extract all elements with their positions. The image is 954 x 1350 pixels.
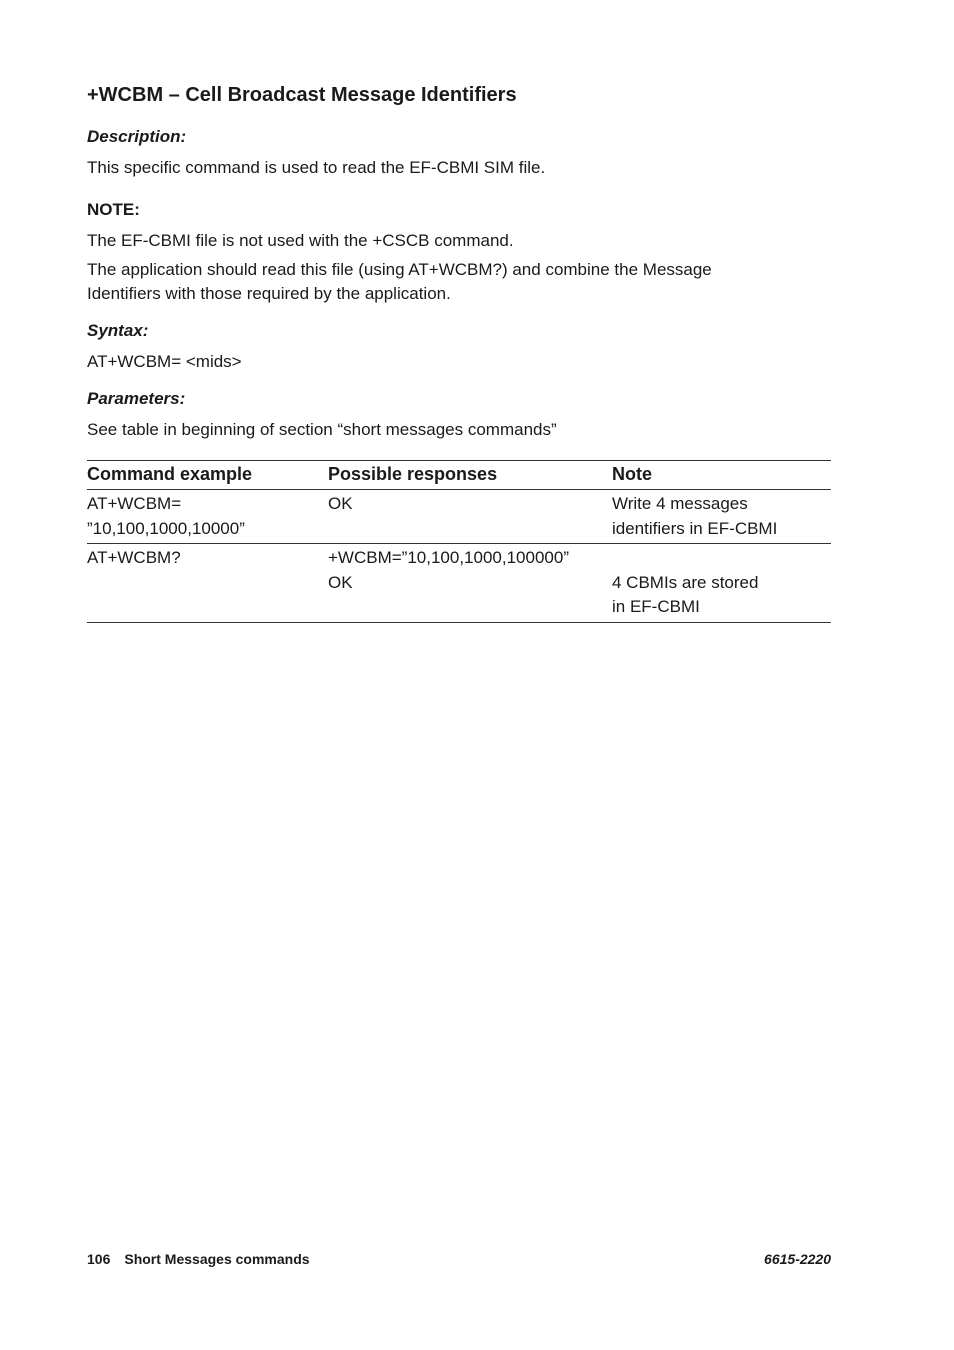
- section-title: +WCBM – Cell Broadcast Message Identifiers: [87, 84, 517, 106]
- parameters-label: Parameters:: [87, 389, 186, 408]
- command-line: AT+WCBM?: [87, 548, 181, 567]
- response-cell: [328, 544, 612, 623]
- note-line-2: The application should read this file (using AT+WCBM?) and combine the Message Identifiers with those required by the application.: [87, 260, 712, 303]
- table-row: [87, 490, 831, 544]
- command-cell: [87, 544, 328, 623]
- page-number: 106: [87, 1251, 111, 1267]
- page-footer: [87, 1251, 831, 1267]
- column-header-command: Command example: [87, 464, 253, 484]
- note-line: identifiers in EF-CBMI: [612, 518, 778, 538]
- command-line: AT+WCBM=: [87, 494, 182, 513]
- footer-section: Short Messages commands: [124, 1251, 310, 1267]
- syntax-text: AT+WCBM= <mids>: [87, 352, 242, 371]
- note-line: Write 4 messages: [612, 494, 748, 513]
- note-label: NOTE:: [87, 200, 140, 219]
- table-row: [87, 544, 831, 623]
- command-table: [87, 460, 831, 623]
- note-cell: [612, 544, 831, 623]
- response-cell: [328, 490, 612, 544]
- column-header-responses: Possible responses: [328, 464, 498, 484]
- description-label: Description:: [87, 127, 187, 146]
- note-cell: [612, 490, 831, 544]
- parameters-text: See table in beginning of section “short messages commands”: [87, 420, 557, 439]
- response-line: OK: [328, 572, 353, 592]
- column-header-note: Note: [612, 464, 652, 484]
- note-line: in EF-CBMI: [612, 597, 700, 616]
- note-line-1: The EF-CBMI file is not used with the +CSCB command.: [87, 231, 514, 250]
- description-text: This specific command is used to read the EF-CBMI SIM file.: [87, 158, 546, 177]
- note-line: 4 CBMIs are stored: [612, 572, 759, 592]
- document-number: 6615-2220: [764, 1251, 831, 1267]
- command-line: ”10,100,1000,10000”: [87, 518, 245, 538]
- response-line: +WCBM=”10,100,1000,100000”: [328, 548, 569, 567]
- response-line: OK: [328, 494, 353, 513]
- syntax-label: Syntax:: [87, 321, 149, 340]
- command-cell: [87, 490, 328, 544]
- table-header-row: [87, 461, 831, 490]
